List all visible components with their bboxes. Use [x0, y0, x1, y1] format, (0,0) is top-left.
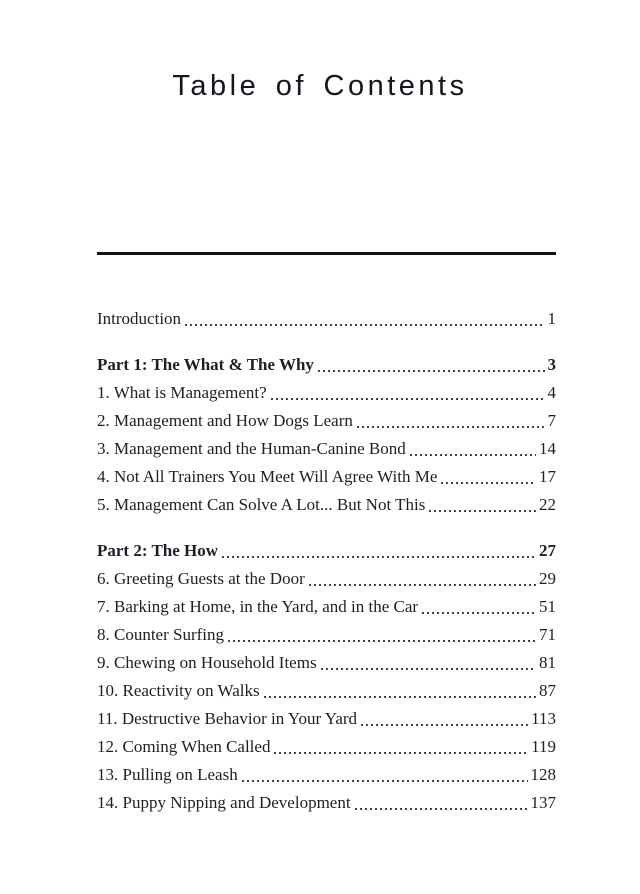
toc-entry[interactable]: [97, 435, 556, 463]
toc-entry[interactable]: [97, 761, 556, 789]
dot-leader: [353, 407, 548, 435]
toc-entry-label: 11. Destructive Behavior in Your Yard: [97, 709, 358, 728]
dot-leader: [317, 649, 539, 677]
dot-leader: [267, 379, 548, 407]
toc-entry[interactable]: [97, 733, 556, 761]
toc-entry[interactable]: [97, 305, 556, 333]
toc-entry-label: 13. Pulling on Leash: [97, 765, 238, 784]
toc-entry[interactable]: [97, 351, 556, 379]
toc-page-number: 7: [547, 411, 556, 430]
toc-entry[interactable]: [97, 491, 556, 519]
toc-page-number: 17: [539, 467, 556, 486]
dot-leader: [260, 677, 539, 705]
toc-entry-label: 7. Barking at Home, in the Yard, and in the Car: [97, 597, 419, 616]
toc-page-number: 51: [539, 597, 556, 616]
toc-page-number: 14: [539, 439, 556, 458]
toc-page-number: 113: [531, 709, 556, 728]
page-title: Table of Contents: [172, 70, 468, 102]
toc-entry[interactable]: [97, 789, 556, 817]
toc-entry-label: 14. Puppy Nipping and Development: [97, 793, 351, 812]
toc-page-number: 119: [531, 737, 556, 756]
toc-page-number: 29: [539, 569, 556, 588]
toc-entry-label: Part 2: The How: [97, 541, 219, 560]
dot-leader: [181, 305, 547, 333]
dot-leader: [305, 565, 539, 593]
dot-leader: [270, 733, 531, 761]
toc-entry[interactable]: [97, 649, 556, 677]
dot-leader: [437, 463, 539, 491]
toc-page-number: 137: [530, 793, 556, 812]
toc-page-number: 71: [539, 625, 556, 644]
toc-entry[interactable]: [97, 463, 556, 491]
dot-leader: [238, 761, 531, 789]
toc-entry-label: 5. Management Can Solve A Lot... But Not This: [97, 495, 426, 514]
dot-leader: [425, 491, 539, 519]
toc-page-number: 4: [547, 383, 556, 402]
toc-entry[interactable]: [97, 407, 556, 435]
toc-page-number: 1: [547, 309, 556, 328]
toc-entry-label: 3. Management and the Human-Canine Bond: [97, 439, 406, 458]
toc-page-number: 128: [530, 765, 556, 784]
toc-page-number: 3: [547, 355, 556, 374]
toc-page-number: 87: [539, 681, 556, 700]
divider-rule: [97, 252, 556, 255]
toc-list: [97, 305, 556, 817]
toc-entry-label: 6. Greeting Guests at the Door: [97, 569, 305, 588]
dot-leader: [224, 621, 539, 649]
toc-entry-label: 9. Chewing on Household Items: [97, 653, 317, 672]
toc-page-number: 27: [539, 541, 556, 560]
toc-entry[interactable]: [97, 537, 556, 565]
toc-entry-label: 2. Management and How Dogs Learn: [97, 411, 353, 430]
dot-leader: [418, 593, 539, 621]
dot-leader: [406, 435, 539, 463]
toc-page-number: 81: [539, 653, 556, 672]
dot-leader: [218, 537, 539, 565]
toc-page-number: 22: [539, 495, 556, 514]
toc-entry-label: Introduction: [97, 309, 182, 328]
toc-entry[interactable]: [97, 379, 556, 407]
toc-entry-label: 1. What is Management?: [97, 383, 267, 402]
dot-leader: [314, 351, 548, 379]
toc-entry-label: 4. Not All Trainers You Meet Will Agree With Me: [97, 467, 438, 486]
toc-entry[interactable]: [97, 593, 556, 621]
toc-entry[interactable]: [97, 705, 556, 733]
toc-entry-label: 8. Counter Surfing: [97, 625, 225, 644]
toc-entry-label: 12. Coming When Called: [97, 737, 271, 756]
dot-leader: [357, 705, 531, 733]
toc-entry[interactable]: [97, 621, 556, 649]
toc-entry-label: Part 1: The What & The Why: [97, 355, 314, 374]
dot-leader: [351, 789, 531, 817]
toc-entry[interactable]: [97, 677, 556, 705]
toc-entry-label: 10. Reactivity on Walks: [97, 681, 260, 700]
toc-entry[interactable]: [97, 565, 556, 593]
